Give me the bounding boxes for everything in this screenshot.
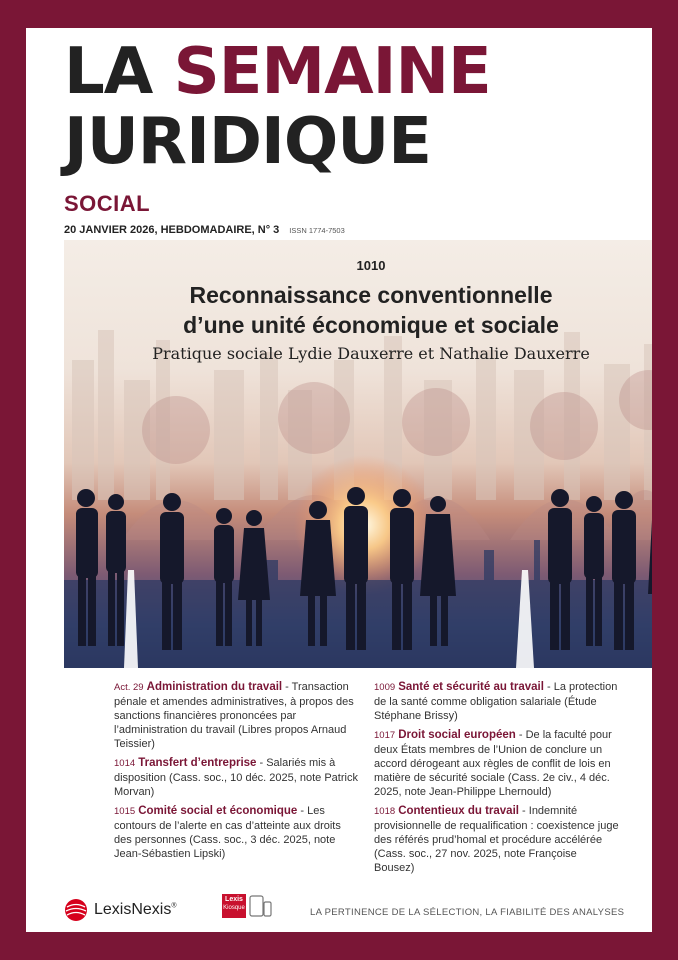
- masthead-la: LA: [64, 35, 174, 109]
- contents-entry: [374, 804, 620, 875]
- tagline: LA PERTINENCE DE LA SÉLECTION, LA FIABILITÉ DES ANALYSES: [310, 907, 625, 918]
- contents-entry: [114, 756, 360, 799]
- cover-authors: Lydie Dauxerre et Nathalie Dauxerre: [287, 344, 590, 363]
- cover-page: [26, 28, 652, 932]
- entry-rubric: Transfert d’entreprise: [138, 757, 257, 769]
- publisher-name: [94, 901, 177, 919]
- entry-rubric: Santé et sécurité au travail: [398, 681, 544, 693]
- entry-number: 1014: [114, 758, 136, 769]
- entry-rubric: Droit social européen: [398, 729, 516, 741]
- entry-text: - La protection de la santé comme obligation salariale (Étude Stéphane Brissy): [374, 681, 618, 722]
- cover-image: [64, 240, 652, 668]
- contents-entry: [374, 680, 620, 723]
- cover-title-line1: Reconnaissance conventionnelle: [189, 282, 553, 308]
- entry-rubric: Administration du travail: [146, 681, 283, 693]
- cover-title-line2: d’une unité économique et sociale: [183, 312, 559, 338]
- masthead-semaine: SEMAINE: [173, 35, 491, 109]
- entry-text: - Les contours de l’alerte en cas d’atteinte aux droits des personnes (Cass. soc., 3 déc. 2025, note Jean-Sébastien Lipski): [114, 805, 341, 860]
- tablet-phone-icon: [248, 894, 272, 918]
- registered-mark: ®: [171, 902, 177, 910]
- entry-text: - Transaction pénale et amendes administratives, à propos des sanctions financières prononcées par l’administration du travail (Libres propos Arnaud Teissier): [114, 681, 354, 750]
- entry-number: 1009: [374, 682, 396, 693]
- cover-article-number: 1010: [356, 258, 386, 273]
- entry-rubric: Contentieux du travail: [398, 805, 519, 817]
- entry-number: 1018: [374, 806, 396, 817]
- lexisnexis-globe-icon: [64, 898, 88, 922]
- kiosque-line2: Kiosque: [223, 905, 245, 911]
- masthead-line1: [64, 35, 491, 109]
- cover-title: [64, 280, 652, 340]
- contents-entry: [374, 728, 620, 799]
- contents-right-column: [374, 680, 620, 880]
- entry-text: - Indemnité provisionnelle de requalification : coexistence juge des référés prud’homal et procédure accélérée (Cass. soc., 27 nov. 2025, note Françoise Bousez): [374, 805, 619, 874]
- entry-number: 1015: [114, 806, 136, 817]
- contents-entry: [114, 804, 360, 861]
- entry-number: 1017: [374, 730, 396, 741]
- cover-subtitle: [64, 344, 652, 363]
- kiosque-line1: Lexis: [225, 896, 243, 903]
- masthead-juridique: JURIDIQUE: [64, 105, 431, 179]
- publisher-name-text: LexisNexis: [94, 901, 172, 918]
- cover-subtitle-rubric: Pratique sociale: [152, 344, 288, 363]
- contents-entry: [114, 680, 360, 751]
- issn: ISSN 1774-7503: [289, 226, 345, 235]
- entry-text: - De la faculté pour deux États membres de l’Union de conclure un accord dérogeant aux règles de conflit de lois en matière de sécurité sociale (Cass. 2e civ., 4 déc. 2025, note Jean-Philippe Lhernould): [374, 729, 612, 798]
- entry-text: - Salariés mis à disposition (Cass. soc., 10 déc. 2025, note Patrick Morvan): [114, 757, 358, 798]
- entry-number: Act. 29: [114, 682, 144, 693]
- issue-dateline: [64, 224, 345, 236]
- lexis-kiosque-badge: [222, 894, 246, 918]
- contents-left-column: [114, 680, 360, 866]
- publisher-logo: [64, 898, 177, 922]
- section-label: SOCIAL: [64, 191, 151, 216]
- entry-rubric: Comité social et économique: [138, 805, 298, 817]
- issue-date: 20 JANVIER 2026, HEBDOMADAIRE, N° 3: [64, 224, 280, 236]
